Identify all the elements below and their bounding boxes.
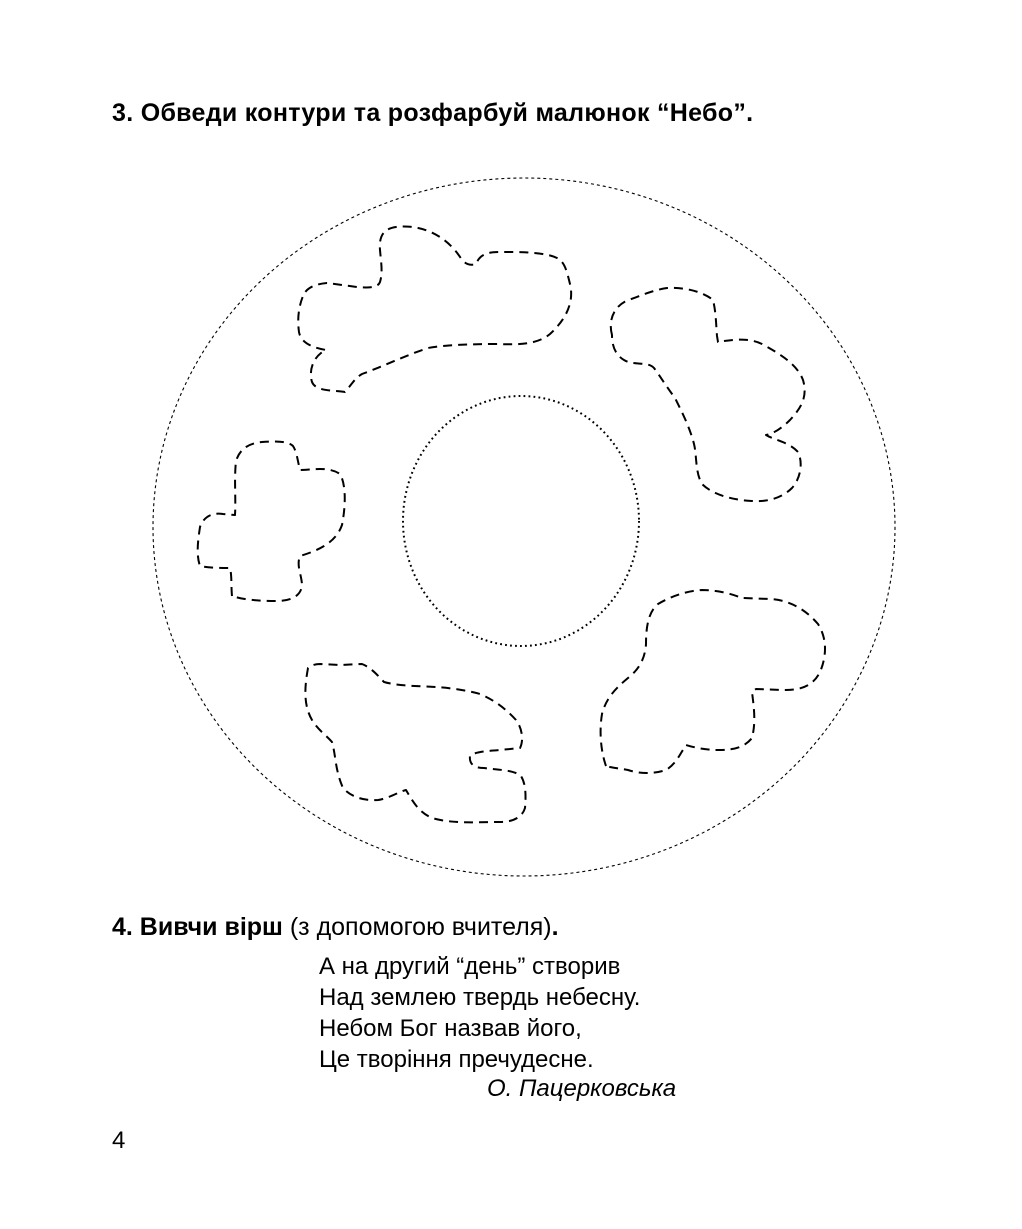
task4-heading-end: .	[551, 913, 559, 941]
page-number: 4	[112, 1127, 126, 1154]
cloud-outline-top-left	[298, 226, 571, 392]
poem-line: А на другий “день” створив	[319, 953, 621, 980]
poem	[319, 951, 640, 1075]
poem-line: Це творіння пречудесне.	[319, 1046, 594, 1073]
outer-circle-outline	[153, 178, 895, 876]
cloud-outline-bottom-left	[305, 664, 525, 822]
cloud-outline-left	[198, 441, 345, 601]
poem-line: Над землею твердь небесну.	[319, 984, 641, 1011]
inner-circle-outline	[403, 396, 639, 646]
task3-heading: 3. Обведи контури та розфарбуй малюнок “Небо”.	[112, 99, 754, 127]
poem-line: Небом Бог назвав його,	[319, 1015, 582, 1042]
cloud-outline-top-right	[611, 288, 805, 501]
task4-heading-note: (з допомогою вчителя)	[282, 913, 552, 941]
poem-author: О. Пацерковська	[487, 1075, 677, 1102]
cloud-outline-bottom-right	[601, 590, 825, 773]
task4-heading	[112, 913, 559, 942]
task4-heading-bold: 4. Вивчи вірш	[112, 913, 283, 941]
